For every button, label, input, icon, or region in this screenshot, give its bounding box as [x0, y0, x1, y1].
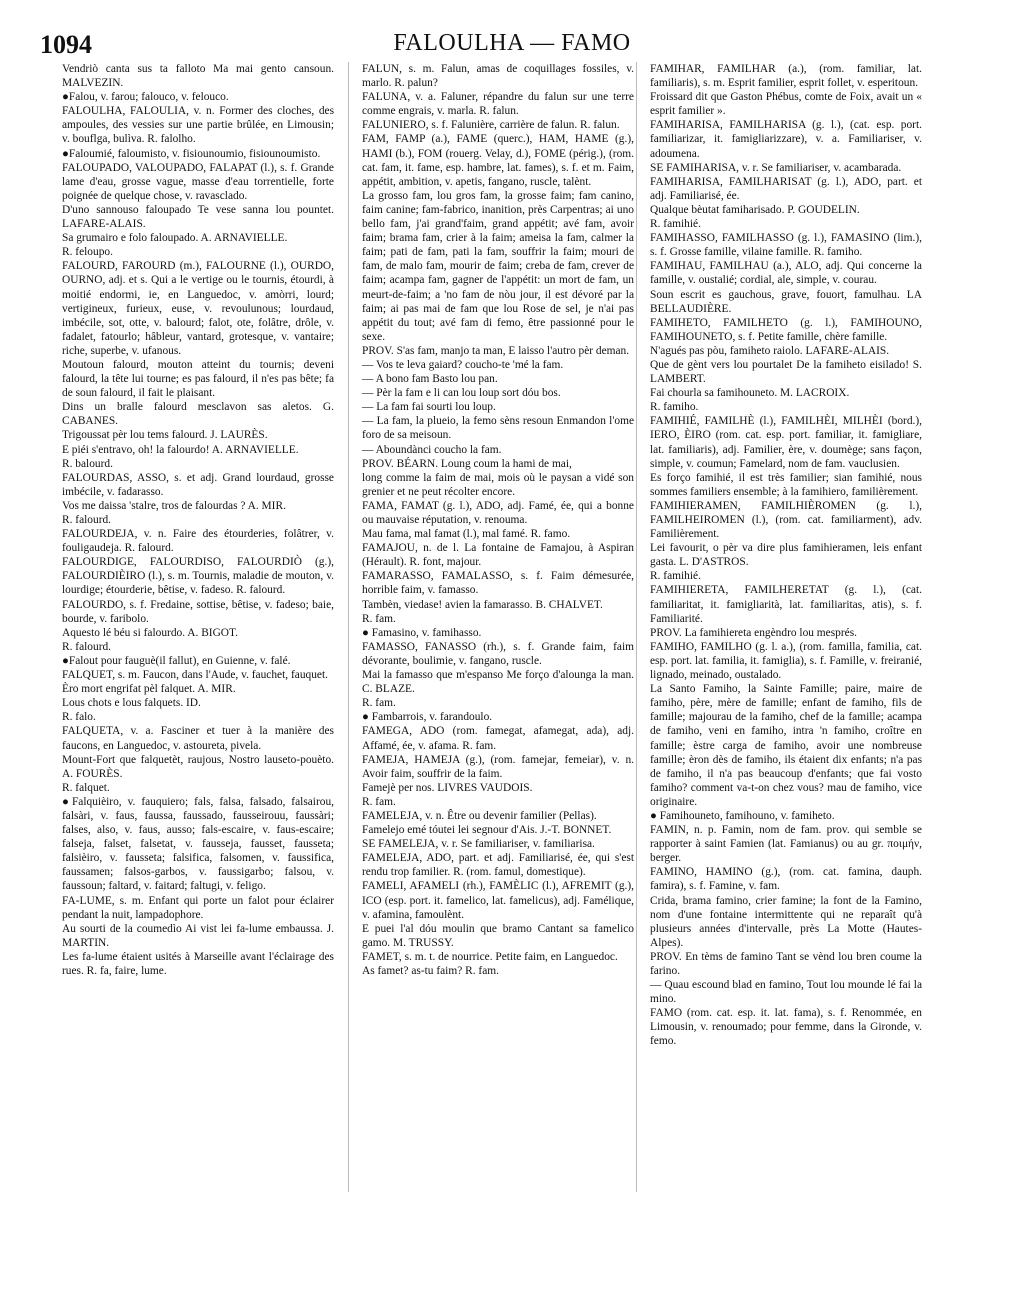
column-left	[62, 62, 334, 978]
dictionary-paragraph: FAMEJA, HAMEJA (g.), (rom. famejar, femeiar), v. n. Avoir faim, souffrir de la faim.	[362, 753, 634, 780]
dictionary-paragraph: Tambèn, viedase! avien la famarasso. B. CHALVET.	[362, 598, 603, 611]
page-number: 1094	[40, 30, 92, 59]
dictionary-paragraph: ● Famihouneto, famihouno, v. famiheto.	[650, 809, 835, 822]
dictionary-paragraph: ●Falquièiro, v. fauquiero; fals, falsa, falsado, falsairou, falsàri, v. faus, faussa, faussado, fausseirouu, faussàri; falses, also, v. faus, ausso; fals-escaire, v. faus-escaire; falseja, falset, falsetat, v. fausseja, fausset, fausseta; falsièiro, v. fausseta; falsifica, falsomen, v. faussifica, faussamen; falsos-garbos, v. faussigarbo; falsou, v. faussoun; faltard, v. faitard; faltugi, v. feligo.	[62, 795, 334, 893]
dictionary-paragraph: FALOULHA, FALOULIA, v. n. Former des cloches, des ampoules, des vessies sur une partie brûlée, en Limousin; v. bouflga, bulìva. R. falolho.	[62, 105, 334, 146]
column-divider	[636, 62, 637, 1192]
dictionary-paragraph: FALQUET, s. m. Faucon, dans l'Aude, v. fauchet, fauquet.	[62, 669, 328, 682]
dictionary-paragraph: FA-LUME, s. m. Enfant qui porte un falot pour éclairer pendant la nuit, lampadophore.	[62, 894, 334, 921]
dictionary-paragraph: Sa grumairo e folo faloupado. A. ARNAVIELLE.	[62, 232, 288, 245]
dictionary-paragraph: R. famihié.	[650, 570, 701, 583]
dictionary-paragraph: ●Falou, v. farou; falouco, v. felouco.	[62, 91, 229, 104]
dictionary-paragraph: E piéi s'entravo, oh! la falourdo! A. ARNAVIELLE.	[62, 443, 299, 456]
dictionary-paragraph: PROV. La famihiereta engèndro lou mesprés.	[650, 626, 857, 639]
dictionary-paragraph: FAMIHARISA, FAMILHARISA (g. l.), (cat. esp. port. familiarizar, it. famigliarizzare), v. a. Familiariser, v. adoumena.	[650, 119, 922, 160]
dictionary-paragraph: Qualque bèutat famiharisado. P. GOUDELIN.	[650, 203, 860, 216]
dictionary-paragraph: La grosso fam, lou gros fam, la grosse faim; fam canino, faim canine; fam-fabrico, inanition, près Carpentras; ai uno bello fam, j'ai grand'faim, grand appétit; avé fam, avoir faim; brama fam, crier à la faim; ameisa la fam, calmer la faim; pati de fam, pati la fam, souffrir la faim; mouri de fam, de malo fam, mourir de faim; creba de fam, crever de faim; acampa fam, gagner de l'appétit: un mort de fam, un meurt-de-faim; a 'no fam de nòu jour, il est dévoré par la faim; ai pas mai de fam que lou Rose de sel, je n'ai pas appétit du tout; avé fam di femo, être passionné pour le sexe.	[362, 189, 634, 343]
dictionary-paragraph: R. fam.	[362, 697, 396, 710]
dictionary-paragraph: PROV. BÉARN. Loung coum la hami de mai,	[362, 457, 572, 470]
dictionary-paragraph: FALUNIERO, s. f. Falunière, carrière de falun. R. falun.	[362, 119, 620, 132]
dictionary-paragraph: R. balourd.	[62, 457, 113, 470]
dictionary-paragraph: FAMELI, AFAMELI (rh.), FAMÈLIC (l.), AFREMIT (g.), ICO (esp. port. it. famelico, lat. famelicus), adj. Famélique, v. afamina, famoulènt.	[362, 880, 634, 921]
dictionary-paragraph: FAM, FAMP (a.), FAME (querc.), HAM, HAME (g.), HAMI (b.), FOM (rouerg. Velay, d.), FOME (périg.), (rom. cat. fam, it. fame, esp. hambre, lat. fames), s. f. et m. Faim, appétit, ambition, v. apetis, fangano, ruscle, talènt.	[362, 133, 634, 188]
dictionary-paragraph: Famejè per nos. LIVRES VAUDOIS.	[362, 781, 533, 794]
dictionary-paragraph: Mau fama, mal famat (l.), mal famé. R. famo.	[362, 528, 571, 541]
dictionary-paragraph: As famet? as-tu faim? R. fam.	[362, 965, 499, 977]
dictionary-paragraph: FALOURD, FAROURD (m.), FALOURNE (l.), OURDO, OURNO, adj. et s. Qui a le vertige ou le tournis, étourdi, à moitié endormi, ie, en Languedoc, v. amòrri, lourd; vertigineux, furieux, euse, v. revoulunous; lourdaud, imbécile, sot, otte, v. balourd; falot, ote, folâtre, drôle, v. fadalet, fatourlo; hâbleur, vantard, grotesque, v. vantaire; riche, superbe, v. ufanous.	[62, 260, 334, 357]
dictionary-paragraph: FAMEGA, ADO (rom. famegat, afamegat, ada), adj. Affamé, ée, v. afama. R. fam.	[362, 725, 634, 752]
dictionary-paragraph: — La fam, la plueio, la femo sèns resoun Enmandon l'ome foro de sa meisoun.	[362, 415, 634, 442]
dictionary-paragraph: R. falourd.	[62, 640, 112, 653]
dictionary-paragraph: FAMIHIERAMEN, FAMILHIÈROMEN (g. l.), FAMILHEIROMEN (l.), (rom. cat. familiarment), adv. Familièrement.	[650, 499, 922, 541]
dictionary-paragraph: FAMET, s. m. t. de nourrice. Petite faim, en Languedoc.	[362, 950, 618, 963]
dictionary-paragraph: FAMIHIÉ, FAMILHÈ (l.), FAMILHÈI, MILHÈI (bord.), IERO, ÈIRO (rom. cat. esp. port. familiar, it. famigliare, lat. familiaris), adj. Familier, ère, v. doumège; sans façon, simple, v. coumun; Famelard, nom de fam. vauclusien.	[650, 415, 922, 470]
running-title: FALOULHA — FAMO	[393, 30, 631, 56]
dictionary-paragraph: R. famihié.	[650, 218, 701, 231]
dictionary-paragraph: R. famiho.	[650, 401, 699, 414]
dictionary-paragraph: ● Famasino, v. famihasso.	[362, 626, 482, 639]
dictionary-paragraph: — A bono fam Basto lou pan.	[362, 373, 498, 386]
dictionary-paragraph: Vos me daissa 'stalre, tros de falourdas ? A. MIR.	[62, 499, 286, 512]
dictionary-paragraph: SE FAMELEJA, v. r. Se familiariser, v. familiarisa.	[362, 838, 595, 851]
dictionary-paragraph: Crida, brama famino, crier famine; la font de la Famino, nom d'une fontaine intermittente qui ne reparaît qu'à plusieurs années d'intervalle, près La Motte (Hautes-Alpes).	[650, 894, 922, 949]
dictionary-paragraph: FAMARASSO, FAMALASSO, s. f. Faim démesurée, horrible faim, v. famasso.	[362, 570, 634, 597]
dictionary-paragraph: Vendriò canta sus ta falloto Ma mai gento cansoun. MALVEZIN.	[62, 63, 334, 90]
dictionary-paragraph: Soun escrit es gauchous, grave, fouort, famulhau. LA BELLAUDIÈRE.	[650, 288, 922, 315]
dictionary-paragraph: Famelejo emé tóutei lei segnour d'Ais. J.-T. BONNET.	[362, 824, 612, 837]
dictionary-paragraph: Les fa-lume étaient usités à Marseille avant l'éclairage des rues. R. fa, faire, lume.	[62, 950, 334, 977]
dictionary-paragraph: FAMINO, HAMINO (g.), (rom. cat. famina, dauph. famira), s. f. Famine, v. fam.	[650, 866, 922, 893]
dictionary-paragraph: FAMELEJA, ADO, part. et adj. Familiarisé, ée, qui s'est rendu trop familier. R. (rom. famul, domestique).	[362, 852, 634, 879]
dictionary-paragraph: FALOUPADO, VALOUPADO, FALAPAT (l.), s. f. Grande lame d'eau, grosse vague, masse d'eau torrentielle, forte poignée de quelque chose, v. ravasclado.	[62, 161, 334, 202]
dictionary-paragraph: La Santo Famiho, la Sainte Famille; paire, maire de famiho, père, mère de famille; enfant de famiho, fils de famille; majourau de la famiho, chef de la famille; acampa de famiho, veni en famiho, intra 'n famiho, croître en famille; èstre carga de famiho, avoir une nombreuse famille; èron dès de famiho, ils étaient dix enfants; n'a pas de famiho, il n'a pas beaucoup d'enfants; que fai vosto famiho? comment va-t-on chez vous? mau de famiho, vice originaire.	[650, 683, 922, 808]
dictionary-paragraph: SE FAMIHARISA, v. r. Se familiariser, v. acambarada.	[650, 161, 902, 174]
column-divider	[348, 62, 349, 1192]
dictionary-paragraph: FAMIHAR, FAMILHAR (a.), (rom. familiar, lat. familiaris), s. m. Esprit familier, esprit follet, v. esperitoun.	[650, 63, 922, 90]
dictionary-paragraph: FAMA, FAMAT (g. l.), ADO, adj. Famé, ée, qui a bonne ou mauvaise réputation, v. renouma.	[362, 499, 634, 526]
dictionary-paragraph: ● Fambarrois, v. farandoulo.	[362, 711, 493, 724]
dictionary-paragraph: FALOURDAS, ASSO, s. et adj. Grand lourdaud, grosse imbécile, v. fadarasso.	[62, 471, 334, 498]
dictionary-paragraph: Mount-Fort que falquetèt, raujous, Nostro lauseto-pouèto. A. FOURÈS.	[62, 753, 334, 780]
dictionary-paragraph: Fai chourla sa famihouneto. M. LACROIX.	[650, 387, 850, 400]
dictionary-paragraph: FAMIHASSO, FAMILHASSO (g. l.), FAMASINO (lim.), s. f. Grosse famille, vilaine famille. R. famiho.	[650, 232, 922, 259]
dictionary-paragraph: R. falourd.	[62, 514, 112, 526]
page-header	[0, 0, 1024, 60]
dictionary-paragraph: Que de gènt vers lou pourtalet De la famiheto eisilado! S. LAMBERT.	[650, 358, 922, 386]
dictionary-paragraph: FAMASSO, FANASSO (rh.), s. f. Grande faim, faim dévorante, boulimie, v. fangano, ruscle.	[362, 640, 634, 667]
dictionary-paragraph: R. feloupo.	[62, 246, 113, 259]
dictionary-paragraph: Èro mort engrifat pèl falquet. A. MIR.	[62, 683, 236, 696]
dictionary-paragraph: FAMIHO, FAMILHO (g. l. a.), (rom. familla, familia, cat. esp. port. lat. familia, it. famiglia), s. f. Famille, v. freiranié, lignado, meinado, oustalado.	[650, 640, 922, 682]
dictionary-paragraph: FAMIHIERETA, FAMILHERETAT (g. l.), (cat. familiaritat, it. famigliarità, lat. familiaritas, atis), s. f. Familiarité.	[650, 584, 922, 625]
dictionary-paragraph: FALUNA, v. a. Faluner, répandre du falun sur une terre comme engrais, v. marla. R. falun.	[362, 91, 634, 118]
dictionary-paragraph: FALOURDIGE, FALOURDISO, FALOURDIÒ (g.), FALOURDIÈIRO (l.), s. m. Tournis, maladie de mouton, v. lourdige; étourderie, bêtise, v. fadeso. R. falourd.	[62, 556, 334, 597]
dictionary-paragraph: D'uno sannouso faloupado Te vese sanna lou pountet. LAFARE-ALAIS.	[62, 203, 334, 231]
dictionary-paragraph: Au sourti de la coumedìo Ai vist lei fa-lume embaussa. J. MARTIN.	[62, 922, 334, 949]
dictionary-paragraph: — Vos te leva gaiard? coucho-te 'mé la fam.	[362, 358, 564, 371]
dictionary-paragraph: R. fam.	[362, 612, 396, 625]
dictionary-paragraph: FALOURDEJA, v. n. Faire des étourderies, folâtrer, v. fouligaudeja. R. falourd.	[62, 528, 334, 555]
dictionary-paragraph: — Aboundànci coucho la fam.	[362, 443, 502, 456]
column-middle	[362, 62, 634, 978]
dictionary-paragraph: FALOURDO, s. f. Fredaine, sottise, bêtise, v. fadeso; baie, bourde, v. faribolo.	[62, 598, 334, 625]
dictionary-paragraph: Moutoun falourd, mouton atteint du tournis; deveni falourd, la tête lui tourne; es pas falourd, il n'es pas bête; fa de soun falourd, il fait le plaisant.	[62, 358, 334, 400]
dictionary-paragraph: PROV. S'as fam, manjo ta man, E laisso l'autro pèr deman.	[362, 344, 630, 357]
dictionary-paragraph: N'agués pas pòu, famiheto raiolo. LAFARE-ALAIS.	[650, 344, 890, 357]
dictionary-paragraph: R. falquet.	[62, 781, 110, 794]
dictionary-paragraph: — Quau escound blad en famino, Tout lou mounde lé fai la mino.	[650, 979, 922, 1006]
dictionary-paragraph: E puei l'al dóu moulin que bramo Cantant sa famelico gamo. M. TRUSSY.	[362, 922, 634, 949]
dictionary-paragraph: — La fam fai sourti lou loup.	[362, 401, 496, 414]
dictionary-paragraph: R. falo.	[62, 711, 96, 724]
dictionary-paragraph: PROV. En tèms de famino Tant se vènd lou bren coume la farino.	[650, 950, 922, 977]
column-right	[650, 62, 922, 1049]
dictionary-paragraph: Mai la famasso que m'espanso Me forço d'alounga la man. C. BLAZE.	[362, 669, 634, 696]
dictionary-paragraph: FALQUETA, v. a. Fasciner et tuer à la manière des faucons, en Languedoc, v. astoureta, pivela.	[62, 725, 334, 752]
dictionary-paragraph: Trigoussat pèr lou tems falourd. J. LAURÈS.	[62, 429, 268, 442]
dictionary-paragraph: Es forço famihié, il est très familier; sian famihié, nous sommes familiers ensemble; à la famihiero, familièrement.	[650, 471, 922, 498]
dictionary-paragraph: ●Falout pour fauguè(il fallut), en Guienne, v. falé.	[62, 654, 291, 667]
dictionary-paragraph: — Pèr la fam e li can lou loup sort dóu bos.	[362, 387, 561, 400]
dictionary-paragraph: Aquesto lé béu si falourdo. A. BIGOT.	[62, 626, 238, 639]
dictionary-paragraph: FAMIN, n. p. Famin, nom de fam. prov. qui semble se rapporter à saint Famien (lat. Famianus) ou au gr. ποιμήν, berger.	[650, 824, 922, 865]
dictionary-paragraph: FAMAJOU, n. de l. La fontaine de Famajou, à Aspiran (Hérault). R. font, majour.	[362, 542, 634, 569]
dictionary-paragraph: ●Faloumié, faloumisto, v. fisiounoumio, fisiounoumisto.	[62, 147, 321, 160]
dictionary-paragraph: Froissard dit que Gaston Phébus, comte de Foix, avait un « esprit familier ».	[650, 91, 922, 118]
dictionary-paragraph: FAMIHETO, FAMILHETO (g. l.), FAMIHOUNO, FAMIHOUNETO, s. f. Petite famille, chère famille.	[650, 316, 922, 343]
dictionary-paragraph: FAMIHAU, FAMILHAU (a.), ALO, adj. Qui concerne la famille, v. oustalié; cordial, ale, simple, v. courau.	[650, 260, 922, 287]
dictionary-paragraph: FALUN, s. m. Falun, amas de coquillages fossiles, v. marlo. R. palun?	[362, 63, 634, 90]
dictionary-paragraph: FAMIHARISA, FAMILHARISAT (g. l.), ADO, part. et adj. Familiarisé, ée.	[650, 175, 922, 202]
dictionary-paragraph: Lei favourit, o pèr va dire plus famihieramen, leis enfant gasta. L. D'ASTROS.	[650, 542, 922, 569]
dictionary-paragraph: FAMELEJA, v. n. Être ou devenir familier (Pellas).	[362, 809, 597, 822]
dictionary-paragraph: long comme la faim de mai, mois où le paysan a vidé son grenier et ne peut récolter encore.	[362, 471, 634, 498]
dictionary-paragraph: Lous chots e lous falquets. ID.	[62, 697, 201, 710]
dictionary-paragraph: Dins un bralle falourd mesclavon sas aletos. G. CABANES.	[62, 401, 334, 428]
dictionary-paragraph: R. fam.	[362, 795, 396, 808]
dictionary-paragraph: FAMO (rom. cat. esp. it. lat. fama), s. f. Renommée, en Limousin, v. renoumado; pour femme, dans la Gironde, v. femo.	[650, 1007, 922, 1048]
